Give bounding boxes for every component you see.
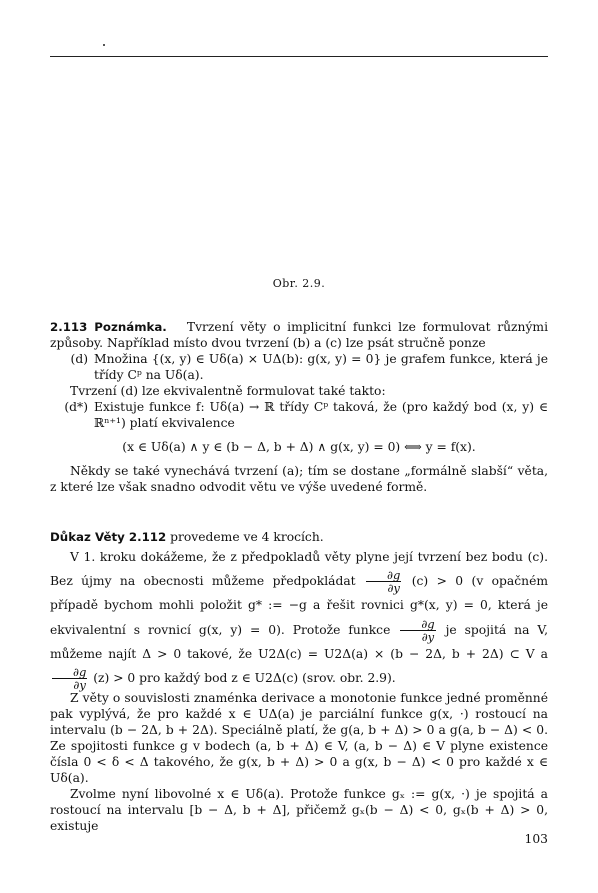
proof-section <box>50 530 548 835</box>
remark-section <box>50 320 548 496</box>
equiv-intro: Tvrzení (d) lze ekvivalentně formulovat také takto: <box>70 383 386 398</box>
proof-label: Důkaz Věty 2.112 <box>50 530 167 544</box>
remark-label: 2.113 Poznámka. <box>50 320 167 334</box>
remark-text: Tvrzení věty o implicitní funkci lze formulovat různými způsoby. Například místo dvou tvrzení (b) a (c) lze psát stručně ponze <box>50 320 548 350</box>
stray-mark <box>103 44 105 46</box>
figure-caption: Obr. 2.9. <box>272 277 326 290</box>
item-d-text: Množina {(x, y) ∈ Uδ(a) × UΔ(b): g(x, y) = 0} je grafem funkce, která je třídy Cᵖ na Uδ(a). <box>94 351 548 382</box>
item-dstar <box>50 400 548 432</box>
item-dstar-label: (d*) <box>64 399 88 414</box>
item-d <box>50 352 548 384</box>
proof-paragraph-1: V 1. kroku dokážeme, že z předpokladů věty plyne její tvrzení bez bodu (c). Bez újmy na obecnosti můžeme předpokládat $\frac{\partial g}{\partial y}$ (c) > 0 (v opačném případě bychom mohli položit g* := −g a řešit rovnici g*(x, y) = 0, která je ekvivalentní s rovnicí g(x, y) = 0). Protože funkce $\frac{\partial g}{\partial y}$ je spojitá na V, můžeme najít Δ > 0 takové, že U2Δ(c) = U2Δ(a) × (b − 2Δ, b + 2Δ) ⊂ V a $\frac{\partial g}{\partial y}$ (z) > 0 pro každý bod z ∈ U2Δ(c) (srov. obr. 2.9). <box>50 549 549 693</box>
proof-paragraph-2: Z věty o souvislosti znaménka derivace a monotonie funkce jedné proměnné pak vyplývá, že pro každé x ∈ UΔ(a) je parciální funkce g(x, ·) rostoucí na intervalu (b − 2Δ, b + 2Δ). Speciálně platí, že g(a, b + Δ) > 0 a g(a, b − Δ) < 0. Ze spojitosti funkce g v bodech (a, b + Δ) ∈ V, (a, b − Δ) ∈ V plyne existence čísla 0 < δ < Δ takového, že g(x, b + Δ) > 0 a g(x, b − Δ) < 0 pro každé x ∈ Uδ(a). <box>50 691 548 786</box>
page-number: 103 <box>524 832 548 846</box>
header-rule <box>50 56 548 57</box>
proof-paragraph-3: Zvolme nyní libovolné x ∈ Uδ(a). Protože funkce gₓ := g(x, ·) je spojitá a rostoucí na intervalu [b − Δ, b + Δ], přičemž gₓ(b − Δ) < 0, gₓ(b + Δ) > 0, existuje <box>50 787 548 834</box>
remark-closing: Někdy se také vynechává tvrzení (a); tím se dostane „formálně slabší“ věta, z které lze však snadno odvodit větu ve výše uvedené formě. <box>50 463 548 494</box>
partial-derivative-fraction: $\frac{\partial g}{\partial y}$ <box>400 618 435 643</box>
item-d-label: (d) <box>70 351 88 366</box>
proof-intro: provedeme ve 4 krocích. <box>170 530 324 544</box>
equivalence-display: (x ∈ Uδ(a) ∧ y ∈ (b − Δ, b + Δ) ∧ g(x, y) = 0) ⟺ y = f(x). <box>122 439 476 454</box>
partial-derivative-fraction: $\frac{\partial g}{\partial y}$ <box>366 569 401 594</box>
item-dstar-text: Existuje funkce f: Uδ(a) → ℝ třídy Cᵖ taková, že (pro každý bod (x, y) ∈ ℝⁿ⁺¹) platí ekvivalence <box>94 399 548 430</box>
partial-derivative-fraction: $\frac{\partial g}{\partial y}$ <box>52 666 87 691</box>
